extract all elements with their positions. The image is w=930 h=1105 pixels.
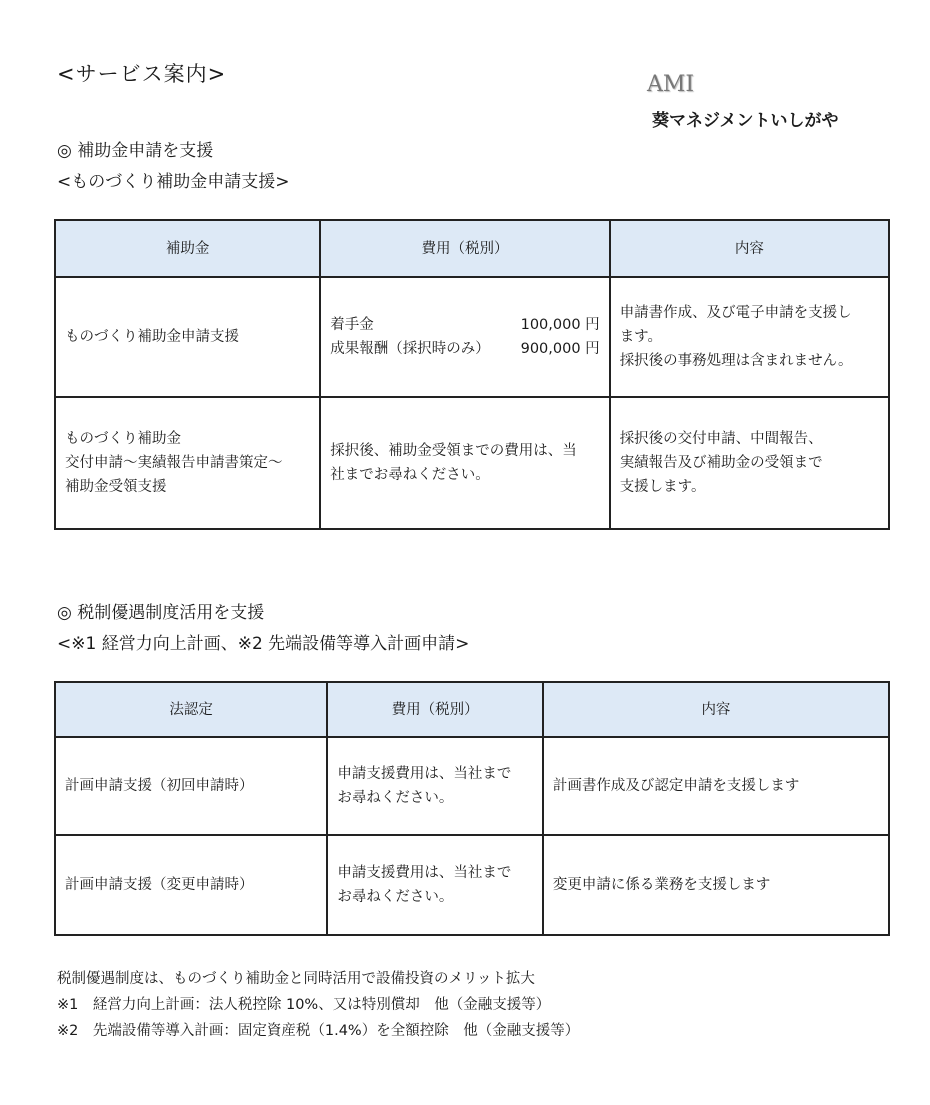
section1-heading: ◎ 補助金申請を支援 [57,141,214,161]
fee-line: 申請支援費用は、当社まで [337,865,512,881]
table-row [55,277,889,397]
header-certification: 法認定 [55,682,327,737]
header-subsidy: 補助金 [55,220,320,277]
table-row [55,737,889,835]
content-line: 採択後の事務処理は含まれません。 [619,353,853,369]
table-header-row [55,220,889,277]
header-content: 内容 [543,682,889,737]
fee-line: お尋ねください。 [337,790,454,806]
name-line: 交付申請～実績報告申請書策定～ [65,455,283,471]
fee-value: 100,000 円 [520,317,600,333]
fee-value: 900,000 円 [520,341,600,357]
footnotes [57,966,579,1044]
header-content: 内容 [610,220,889,277]
subsidy-table [54,219,890,530]
company-logo: AMI [647,72,695,97]
header-fee: 費用（税別） [327,682,543,737]
page-title: <サービス案内> [57,62,227,86]
note-line: ※2 先端設備等導入計画：固定資産税（1.4%）を全額控除 他（金融支援等） [57,1023,580,1039]
row-name: ものづくり補助金申請支援 [55,277,320,397]
row-name: 計画申請支援（変更申請時） [55,835,327,935]
section2-heading: ◎ 税制優遇制度活用を支援 [57,603,265,623]
fee-line: お尋ねください。 [337,889,454,905]
content-line: 支援します。 [619,479,706,495]
table-row [55,397,889,529]
section1-subheading: <ものづくり補助金申請支援> [57,172,290,192]
name-line: ものづくり補助金 [65,431,181,447]
content-line: ます。 [619,329,663,345]
table-row [55,835,889,935]
row-content: 変更申請に係る業務を支援します [543,835,889,935]
fee-line: 申請支援費用は、当社まで [337,766,512,782]
tax-incentive-table [54,681,890,936]
fee-line: 採択後、補助金受領までの費用は、当 [330,443,577,459]
row-fee [327,835,543,935]
company-name: 葵マネジメントいしがや [652,111,839,131]
row-name [55,397,320,529]
row-content [610,397,889,529]
header-fee: 費用（税別） [320,220,609,277]
note-line: 税制優遇制度は、ものづくり補助金と同時活用で設備投資のメリット拡大 [57,971,535,987]
content-line: 採択後の交付申請、中間報告、 [619,431,823,447]
section2-subheading: <※1 経営力向上計画、※2 先端設備等導入計画申請> [57,634,470,654]
table-header-row [55,682,889,737]
note-line: ※1 経営力向上計画：法人税控除 10%、又は特別償却 他（金融支援等） [57,997,551,1013]
fee-label: 着手金 [330,317,374,333]
row-content [610,277,889,397]
row-fee [327,737,543,835]
row-content: 計画書作成及び認定申請を支援します [543,737,889,835]
content-line: 申請書作成、及び電子申請を支援し [619,305,852,321]
fee-line: 社までお尋ねください。 [330,467,490,483]
row-name: 計画申請支援（初回申請時） [55,737,327,835]
content-line: 実績報告及び補助金の受領まで [619,455,823,471]
row-fee [320,277,609,397]
row-fee [320,397,609,529]
fee-label: 成果報酬（採択時のみ） [330,341,490,357]
name-line: 補助金受領支援 [65,479,167,495]
